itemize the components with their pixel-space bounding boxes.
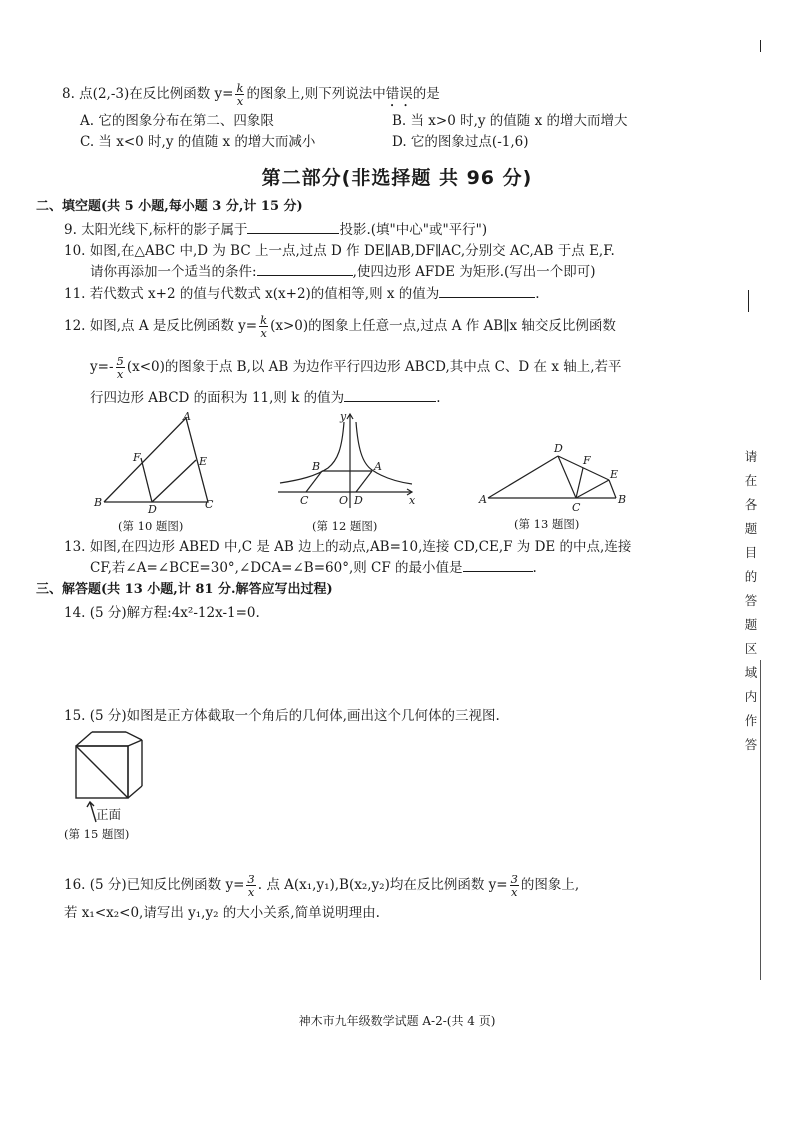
fig12-label-o: O [339, 494, 349, 507]
figure-12 [272, 408, 422, 516]
answer-blank[interactable] [247, 220, 339, 234]
q14: 14. (5 分)解方程:4x²-12x-1=0. [64, 605, 260, 621]
fig10-label-b: B [94, 496, 103, 509]
figure-10 [90, 410, 220, 515]
caption-fig15: (第 15 题图) [64, 827, 130, 841]
label-front: 正面 [96, 807, 122, 822]
answer-blank[interactable] [344, 388, 436, 402]
answer-blank[interactable] [257, 262, 353, 276]
fig12-label-c: C [300, 494, 309, 507]
fig12-label-y: y [340, 410, 347, 423]
fig13-label-e: E [610, 468, 619, 481]
q12-line1: 12. 如图,点 A 是反比例函数 y= $\frac{k}{x}$ (x>0)的图象上任意一点,过点 A 作 AB∥x 轴交反比例函数 [64, 313, 616, 340]
caption-fig12: (第 12 题图) [312, 519, 378, 533]
fraction: $\frac{k}{x}$ [260, 313, 268, 340]
figure-13 [476, 440, 636, 515]
fig13-label-b: B [618, 493, 627, 506]
fig10-label-e: E [199, 455, 208, 468]
fraction: $\frac{3}{x}$ [510, 872, 518, 899]
fig13-label-f: F [583, 454, 591, 467]
section-fill-blank: 二、填空题(共 5 小题,每小题 3 分,计 15 分) [36, 199, 303, 214]
fig10-label-f: F [133, 451, 141, 464]
q8-option-b: B. 当 x>0 时,y 的值随 x 的增大而增大 [392, 113, 628, 129]
q13-line1: 13. 如图,在四边形 ABED 中,C 是 AB 边上的动点,AB=10,连接 CD,CE,F 为 DE 的中点,连接 [64, 539, 632, 555]
margin-mark [760, 40, 761, 52]
fig12-label-a: A [374, 460, 382, 473]
page-footer: 神木市九年级数学试题 A-2-(共 4 页) [298, 1014, 496, 1028]
section-answer: 三、解答题(共 13 小题,计 81 分.解答应写出过程) [36, 582, 333, 597]
margin-mark [748, 290, 749, 312]
q16-line2: 若 x₁<x₂<0,请写出 y₁,y₂ 的大小关系,简单说明理由. [64, 905, 380, 921]
q15: 15. (5 分)如图是正方体截取一个角后的几何体,画出这个几何体的三视图. [64, 708, 500, 724]
fig12-label-x: x [409, 494, 416, 507]
q10-line2: 请你再添加一个适当的条件: ,使四边形 AFDE 为矩形.(写出一个即可) [90, 264, 596, 280]
q8-stem: 8. 点(2,-3)在反比例函数 y= $\frac{k}{x}$ 的图象上,则下列说法中错误的是 [62, 81, 440, 108]
answer-blank[interactable] [439, 284, 535, 298]
q12-line2: y=- $\frac{5}{x}$ (x<0)的图象于点 B,以 AB 为边作平行四边形 ABCD,其中点 C、D 在 x 轴上,若平 [90, 354, 622, 381]
fig13-label-d: D [554, 442, 563, 455]
q16-line1: 16. (5 分)已知反比例函数 y= $\frac{3}{x}$ . 点 A(x₁,y₁),B(x₂,y₂)均在反比例函数 y= $\frac{3}{x}$ 的图象上, [64, 872, 580, 899]
side-answer-note: 请在各题目的答题区域内作答 [744, 449, 758, 752]
part-two-title: 第二部分(非选择题 共 96 分) [261, 167, 533, 189]
fig12-label-d: D [354, 494, 363, 507]
fraction: $\frac{5}{x}$ [116, 354, 124, 381]
fig13-label-c: C [572, 501, 581, 514]
caption-fig13: (第 13 题图) [514, 517, 580, 531]
fraction: $\frac{3}{x}$ [247, 872, 255, 899]
fig10-label-c: C [205, 498, 214, 511]
q13-line2: CF,若∠A=∠BCE=30°,∠DCA=∠B=60°,则 CF 的最小值是 . [90, 560, 537, 576]
emphasis-wrong: 错误 [385, 86, 413, 102]
answer-blank[interactable] [463, 558, 533, 572]
fig10-label-a: A [183, 410, 191, 423]
fraction-k-over-x: $\frac{k}{x}$ [236, 81, 244, 108]
q11: 11. 若代数式 x+2 的值与代数式 x(x+2)的值相等,则 x 的值为 . [64, 286, 540, 302]
fig13-label-a: A [479, 493, 487, 506]
q9: 9. 太阳光线下,标杆的影子属于 投影.(填"中心"或"平行") [64, 222, 488, 238]
margin-rule [760, 660, 761, 980]
fig10-label-d: D [148, 503, 157, 515]
q12-line3: 行四边形 ABCD 的面积为 11,则 k 的值为 . [90, 390, 441, 406]
fig12-label-b: B [312, 460, 321, 473]
q10-line1: 10. 如图,在△ABC 中,D 为 BC 上一点,过点 D 作 DE∥AB,DF∥AC,分别交 AC,AB 于点 E,F. [64, 243, 615, 259]
q8-option-d: D. 它的图象过点(-1,6) [392, 134, 529, 150]
q8-option-a: A. 它的图象分布在第二、四象限 [80, 113, 274, 129]
q8-option-c: C. 当 x<0 时,y 的值随 x 的增大而减小 [80, 134, 316, 150]
caption-fig10: (第 10 题图) [118, 519, 184, 533]
